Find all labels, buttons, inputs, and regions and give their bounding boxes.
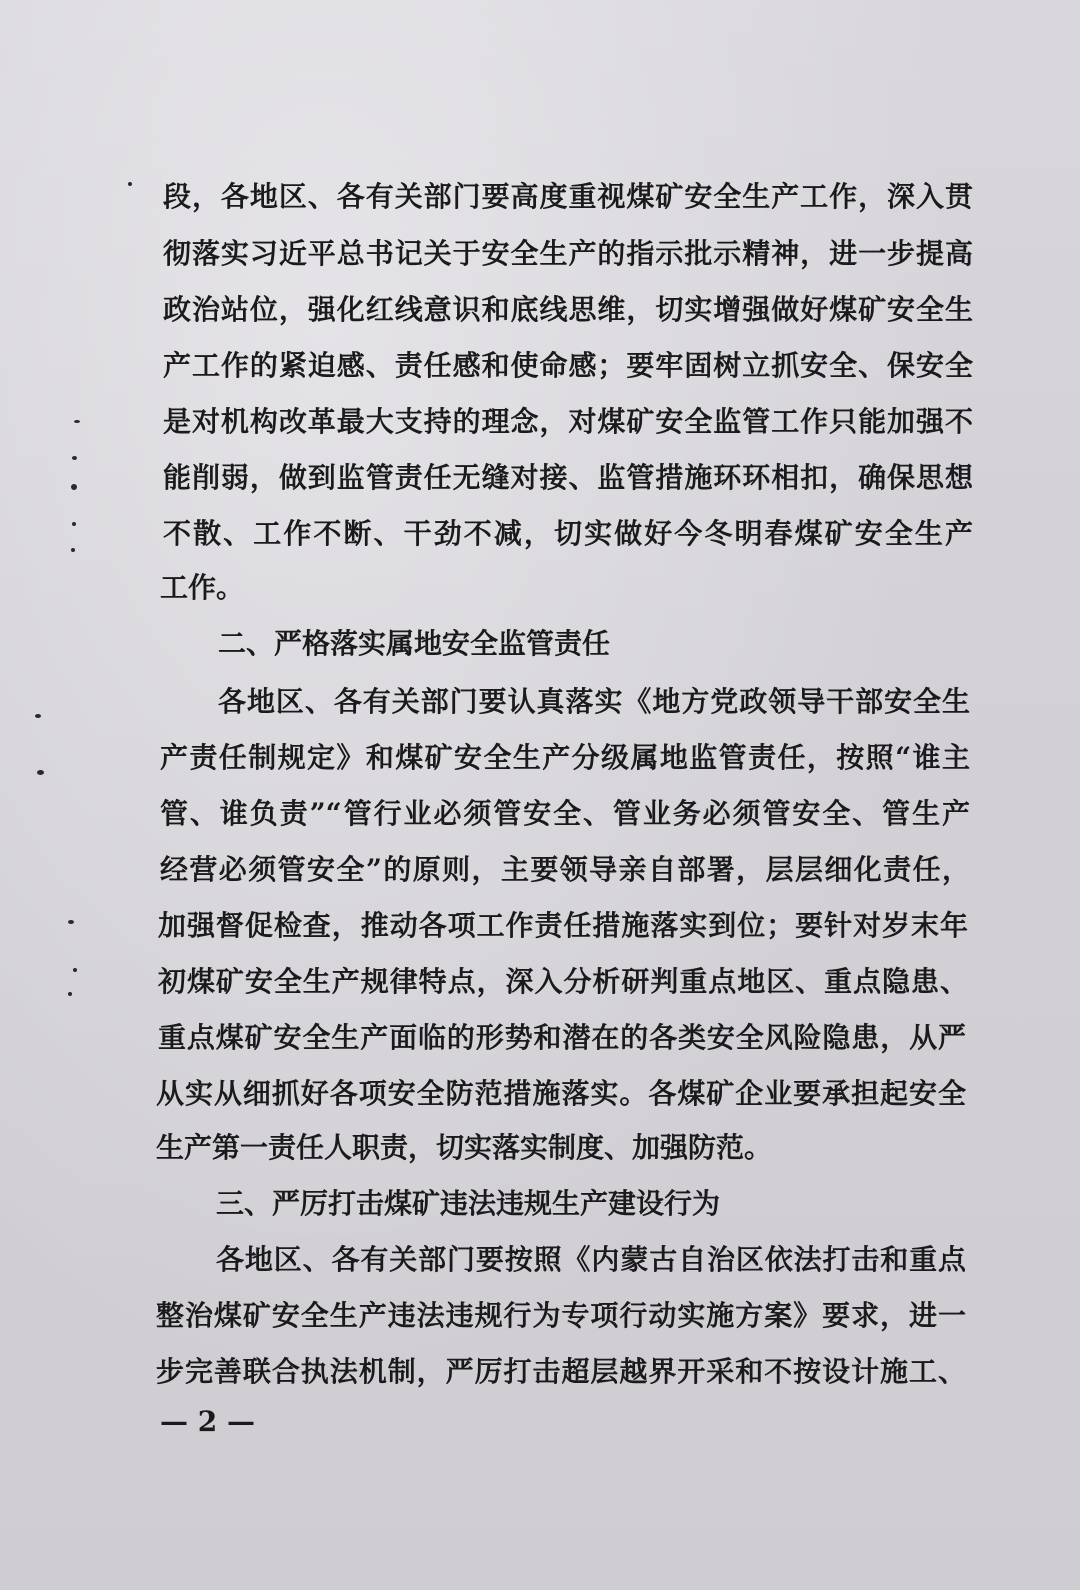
body-line: 产责任制规定》和煤矿安全生产分级属地监管责任，按照“谁主 bbox=[160, 741, 970, 774]
body-line: 经营必须管安全”的原则，主要领导亲自部署，层层细化责任， bbox=[160, 853, 970, 886]
body-line: 不散、工作不断、干劲不减，切实做好今冬明春煤矿安全生产 bbox=[163, 517, 973, 550]
body-line: 各地区、各有关部门要按照《内蒙古自治区依法打击和重点 bbox=[216, 1243, 966, 1276]
body-line: 产工作的紧迫感、责任感和使命感；要牢固树立抓安全、保安全 bbox=[163, 349, 973, 382]
body-line: 各地区、各有关部门要认真落实《地方党政领导干部安全生 bbox=[218, 685, 970, 718]
body-line: 管、谁负责”“管行业必须管安全、管业务必须管安全、管生产 bbox=[160, 797, 970, 830]
body-line: 政治站位，强化红线意识和底线思维，切实增强做好煤矿安全生 bbox=[163, 293, 973, 326]
body-line: 加强督促检查，推动各项工作责任措施落实到位；要针对岁末年 bbox=[158, 909, 968, 942]
body-line: 是对机构改革最大支持的理念，对煤矿安全监管工作只能加强不 bbox=[163, 405, 973, 438]
body-line: 初煤矿安全生产规律特点，深入分析研判重点地区、重点隐患、 bbox=[158, 965, 968, 998]
page-number: — 2 — bbox=[160, 1405, 255, 1438]
body-line: 从实从细抓好各项安全防范措施落实。各煤矿企业要承担起安全 bbox=[156, 1077, 966, 1110]
section-heading: 二、严格落实属地安全监管责任 bbox=[218, 627, 611, 660]
body-line: 生产第一责任人职责，切实落实制度、加强防范。 bbox=[156, 1131, 773, 1164]
body-line: 整治煤矿安全生产违法违规行为专项行动实施方案》要求，进一 bbox=[156, 1299, 966, 1332]
body-line: 段，各地区、各有关部门要高度重视煤矿安全生产工作，深入贯 bbox=[163, 180, 973, 213]
section-heading: 三、严厉打击煤矿违法违规生产建设行为 bbox=[216, 1187, 721, 1220]
body-line: 能削弱，做到监管责任无缝对接、监管措施环环相扣，确保思想 bbox=[163, 461, 973, 494]
body-line: 重点煤矿安全生产面临的形势和潜在的各类安全风险隐患，从严 bbox=[158, 1021, 966, 1054]
body-line: 步完善联合执法机制，严厉打击超层越界开采和不按设计施工、 bbox=[156, 1355, 966, 1388]
body-line: 彻落实习近平总书记关于安全生产的指示批示精神，进一步提高 bbox=[163, 237, 973, 270]
body-line: 工作。 bbox=[160, 571, 245, 604]
